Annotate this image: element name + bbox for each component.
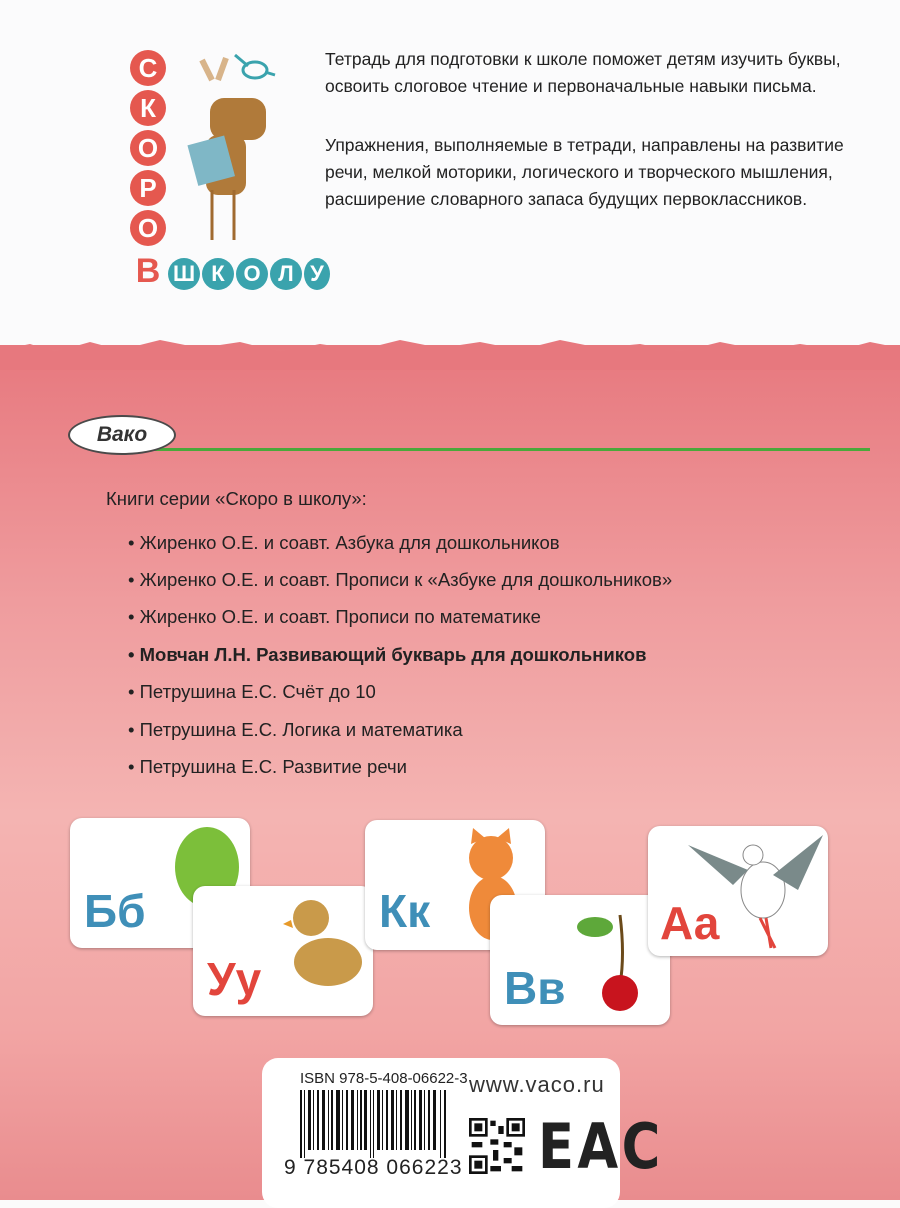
logo-letter: Л xyxy=(270,258,302,290)
barcode-number: 9 785408 066223 xyxy=(284,1156,463,1179)
logo-letter: О xyxy=(130,130,166,166)
description-paragraph: Тетрадь для подготовки к школе поможет детям изучить буквы, освоить слоговое чтение и первоначальные навыки письма. xyxy=(325,49,841,96)
eac-mark: EAC xyxy=(538,1110,664,1183)
card-letters: Аа xyxy=(660,897,720,949)
publisher-logo: Вако xyxy=(68,415,176,455)
duck-icon xyxy=(283,892,368,1002)
series-item-label: Петрушина Е.С. Развитие речи xyxy=(139,756,407,777)
divider-line xyxy=(150,448,870,451)
series-item-label: Жиренко О.Е. и соавт. Прописи по математике xyxy=(139,606,541,627)
torn-edge xyxy=(0,330,900,370)
series-item: • Жиренко О.Е. и соавт. Прописи по математике xyxy=(128,606,541,627)
series-item: • Петрушина Е.С. Логика и математика xyxy=(128,719,463,740)
letter-card xyxy=(490,895,670,1025)
logo-letter: С xyxy=(130,50,166,86)
description-paragraph: Упражнения, выполняемые в тетради, направлены на развитие речи, мелкой моторики, логического и творческого мышления, расширение словарного запаса будущих первоклассников. xyxy=(325,135,844,209)
card-letters: Кк xyxy=(379,885,431,937)
series-item-label: Петрушина Е.С. Счёт до 10 xyxy=(139,681,376,702)
series-item-label: Петрушина Е.С. Логика и математика xyxy=(139,719,463,740)
letter-card xyxy=(648,826,828,956)
cherry-icon xyxy=(570,905,660,1015)
series-item: • Жиренко О.Е. и соавт. Азбука для дошкольников xyxy=(128,532,560,553)
barcode-panel xyxy=(262,1058,664,1208)
series-item-label: Жиренко О.Е. и соавт. Азбука для дошкольников xyxy=(139,532,560,553)
series-item: • Мовчан Л.Н. Развивающий букварь для дошкольников xyxy=(128,644,647,665)
logo-letter: У xyxy=(304,258,330,290)
stork-icon xyxy=(678,830,828,950)
isbn-label: ISBN 978-5-408-06622-3 xyxy=(300,1070,468,1087)
qr-code-icon xyxy=(469,1118,525,1174)
website-url: www.vaco.ru xyxy=(469,1072,605,1097)
series-item: • Петрушина Е.С. Счёт до 10 xyxy=(128,681,376,702)
series-logo xyxy=(60,40,324,290)
bird-icon xyxy=(230,50,280,90)
card-letters: Уу xyxy=(207,953,262,1005)
card-letters: Вв xyxy=(504,962,566,1014)
logo-letter: К xyxy=(130,90,166,126)
logo-letter: Ш xyxy=(168,258,200,290)
logo-letter: К xyxy=(202,258,234,290)
card-letters: Бб xyxy=(84,885,146,937)
series-item-label: Мовчан Л.Н. Развивающий букварь для дошкольников xyxy=(139,644,647,665)
series-item: • Петрушина Е.С. Развитие речи xyxy=(128,756,407,777)
logo-letter: Р xyxy=(130,170,166,206)
logo-letter: О xyxy=(130,210,166,246)
series-title: Книги серии «Скоро в школу»: xyxy=(106,488,367,509)
logo-letter: В xyxy=(135,252,161,290)
series-item: • Жиренко О.Е. и соавт. Прописи к «Азбуке для дошкольников» xyxy=(128,569,673,590)
logo-letter: О xyxy=(236,258,268,290)
series-item-label: Жиренко О.Е. и соавт. Прописи к «Азбуке для дошкольников» xyxy=(139,569,673,590)
letter-card xyxy=(193,886,373,1016)
barcode-icon xyxy=(300,1090,446,1158)
